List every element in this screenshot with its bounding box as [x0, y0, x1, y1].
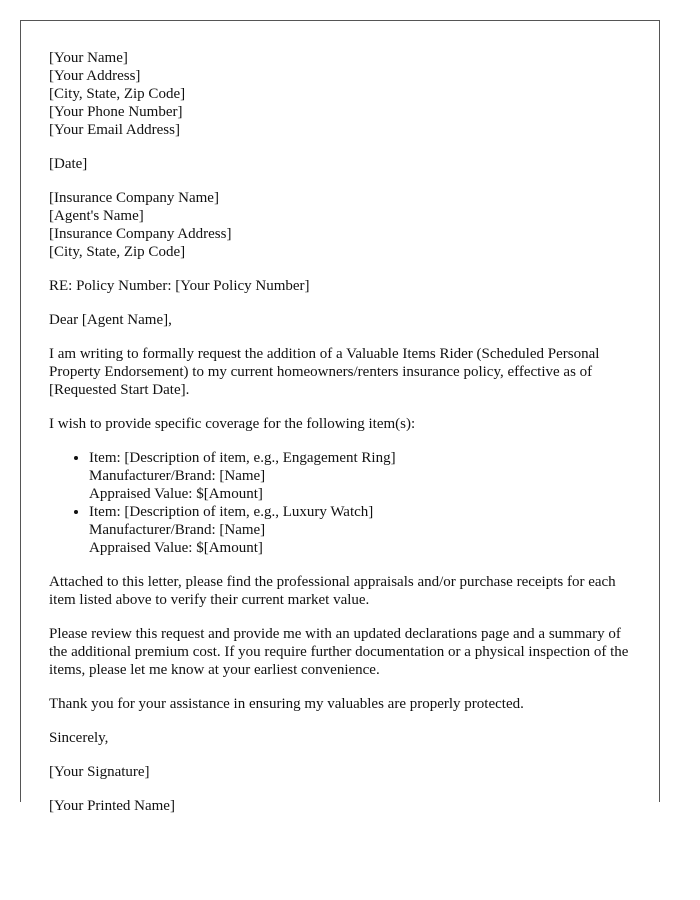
list-item — [89, 503, 639, 557]
sender-phone: [Your Phone Number] — [49, 104, 183, 120]
item-manufacturer: Manufacturer/Brand: [Name] — [89, 468, 266, 484]
salutation: Dear [Agent Name], — [49, 312, 172, 328]
item-description: • Item: [Description of item, e.g., Engagement Ring] — [89, 450, 396, 466]
recipient-company-address: [Insurance Company Address] — [49, 226, 232, 242]
letter-page — [20, 20, 660, 814]
recipient-agent-name: [Agent's Name] — [49, 208, 144, 224]
intro-paragraph: I am writing to formally request the addition of a Valuable Items Rider (Scheduled Personal Property Endorsement) to my current homeowners/renters insurance policy, effective as of [Requested Start Date]. — [49, 346, 600, 398]
item-list — [49, 449, 639, 557]
item-appraised-value: Appraised Value: $[Amount] — [89, 486, 263, 502]
attachments-paragraph: Attached to this letter, please find the professional appraisals and/or purchase receipts for each item listed above to verify their current market value. — [49, 574, 616, 608]
sender-email: [Your Email Address] — [49, 122, 180, 138]
thanks-paragraph: Thank you for your assistance in ensuring my valuables are properly protected. — [49, 696, 524, 712]
re-line: RE: Policy Number: [Your Policy Number] — [49, 278, 310, 294]
sender-city-state-zip: [City, State, Zip Code] — [49, 86, 186, 102]
recipient-company-name: [Insurance Company Name] — [49, 190, 219, 206]
coverage-lead-paragraph: I wish to provide specific coverage for the following item(s): — [49, 416, 416, 432]
review-request-paragraph: Please review this request and provide me with an updated declarations page and a summary of the additional premium cost. If you require further documentation or a physical inspection of the items, please let me know at your earliest convenience. — [49, 626, 629, 678]
letter-date: [Date] — [49, 156, 88, 172]
list-item — [89, 449, 639, 503]
letter-body — [49, 49, 639, 831]
sender-address: [Your Address] — [49, 68, 141, 84]
recipient-city-state-zip: [City, State, Zip Code] — [49, 244, 186, 260]
printed-name: [Your Printed Name] — [49, 798, 175, 814]
closing: Sincerely, — [49, 730, 109, 746]
item-appraised-value: Appraised Value: $[Amount] — [89, 540, 263, 556]
item-description: • Item: [Description of item, e.g., Luxury Watch] — [89, 504, 374, 520]
recipient-block — [49, 189, 639, 261]
date-block — [49, 155, 639, 173]
item-manufacturer: Manufacturer/Brand: [Name] — [89, 522, 266, 538]
signature-placeholder: [Your Signature] — [49, 764, 150, 780]
sender-name: [Your Name] — [49, 50, 128, 66]
sender-block — [49, 49, 639, 139]
